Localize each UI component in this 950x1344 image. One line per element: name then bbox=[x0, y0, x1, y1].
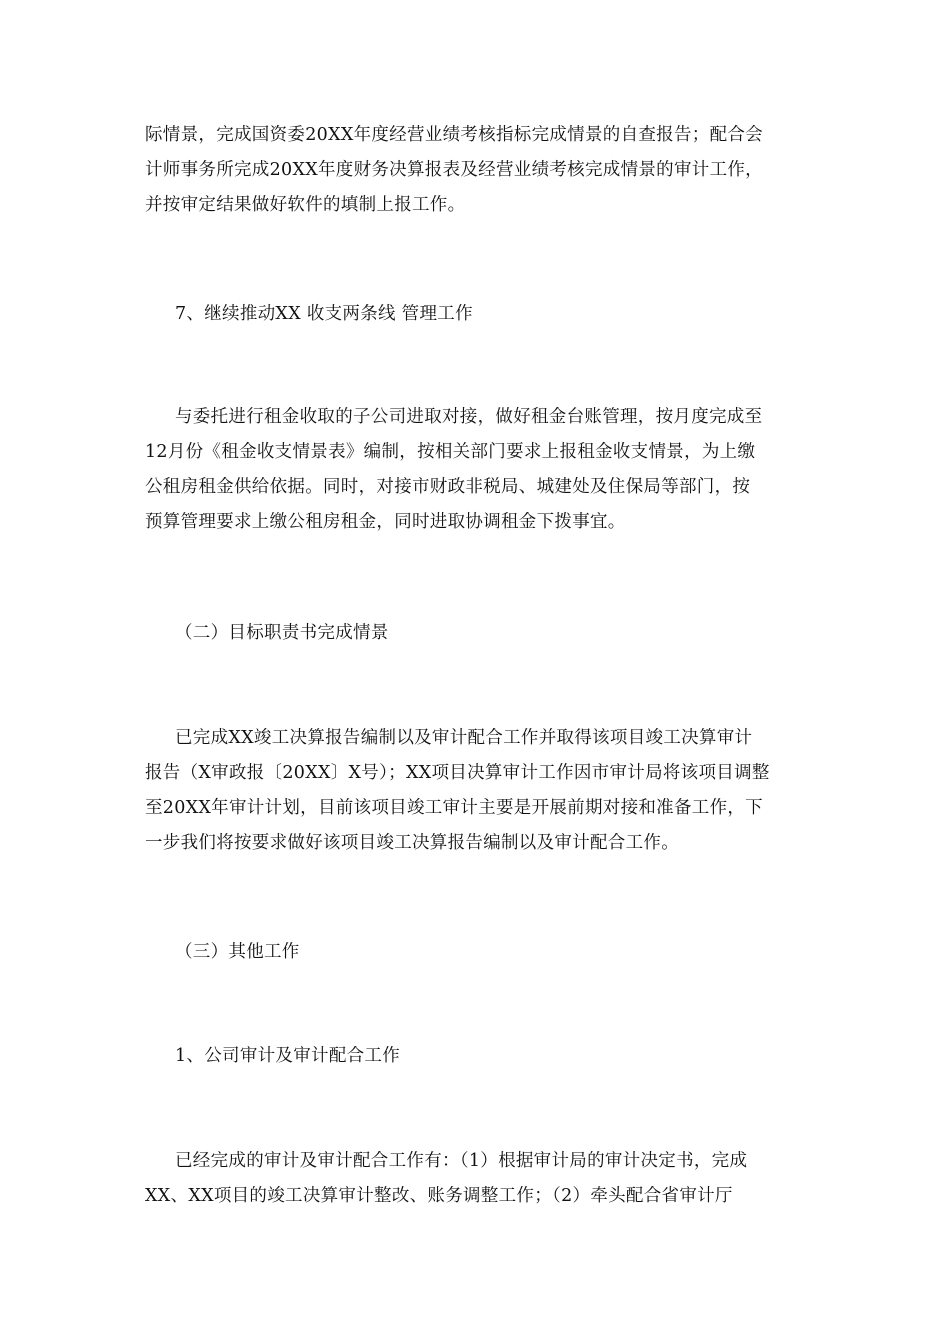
paragraph-audit-work bbox=[145, 1144, 815, 1214]
heading-text: （二）目标职责书完成情景 bbox=[175, 623, 389, 643]
text-line: 计师事务所完成20XX年度财务决算报表及经营业绩考核完成情景的审计工作， bbox=[145, 160, 763, 180]
text-line: XX、XX项目的竣工决算审计整改、账务调整工作；（2）牵头配合省审计厅 bbox=[145, 1186, 733, 1206]
heading-text: （三）其他工作 bbox=[175, 942, 300, 962]
text-line: 已完成XX竣工决算报告编制以及审计配合工作并取得该项目竣工决算审计 bbox=[175, 728, 753, 748]
heading-text: 7、继续推动XX 收支两条线 管理工作 bbox=[175, 304, 473, 324]
section-heading-7 bbox=[145, 297, 815, 332]
text-line: 一步我们将按要求做好该项目竣工决算报告编制以及审计配合工作。 bbox=[145, 833, 679, 853]
text-line: 12月份《租金收支情景表》编制，按相关部门要求上报租金收支情景，为上缴 bbox=[145, 442, 756, 462]
text-line: 并按审定结果做好软件的填制上报工作。 bbox=[145, 195, 466, 215]
text-line: 公租房租金供给依据。同时，对接市财政非税局、城建处及住保局等部门，按 bbox=[145, 477, 751, 497]
section-heading-2 bbox=[145, 616, 815, 651]
section-heading-3 bbox=[145, 935, 815, 970]
section-heading-3-1 bbox=[145, 1039, 815, 1074]
text-line: 与委托进行租金收取的子公司进取对接，做好租金台账管理，按月度完成至 bbox=[175, 407, 763, 427]
text-line: 已经完成的审计及审计配合工作有：（1）根据审计局的审计决定书，完成 bbox=[175, 1151, 748, 1171]
paragraph-performance-audit bbox=[145, 118, 815, 223]
text-line: 报告（X审政报〔20XX〕X号）；XX项目决算审计工作因市审计局将该项目调整 bbox=[145, 763, 770, 783]
paragraph-target-responsibility bbox=[145, 721, 815, 861]
text-line: 至20XX年审计计划，目前该项目竣工审计主要是开展前期对接和准备工作，下 bbox=[145, 798, 763, 818]
heading-text: 1、公司审计及审计配合工作 bbox=[175, 1046, 401, 1066]
text-line: 预算管理要求上缴公租房租金，同时进取协调租金下拨事宜。 bbox=[145, 512, 626, 532]
text-line: 际情景，完成国资委20XX年度经营业绩考核指标完成情景的自查报告；配合会 bbox=[145, 125, 763, 145]
paragraph-rent-management bbox=[145, 400, 815, 540]
